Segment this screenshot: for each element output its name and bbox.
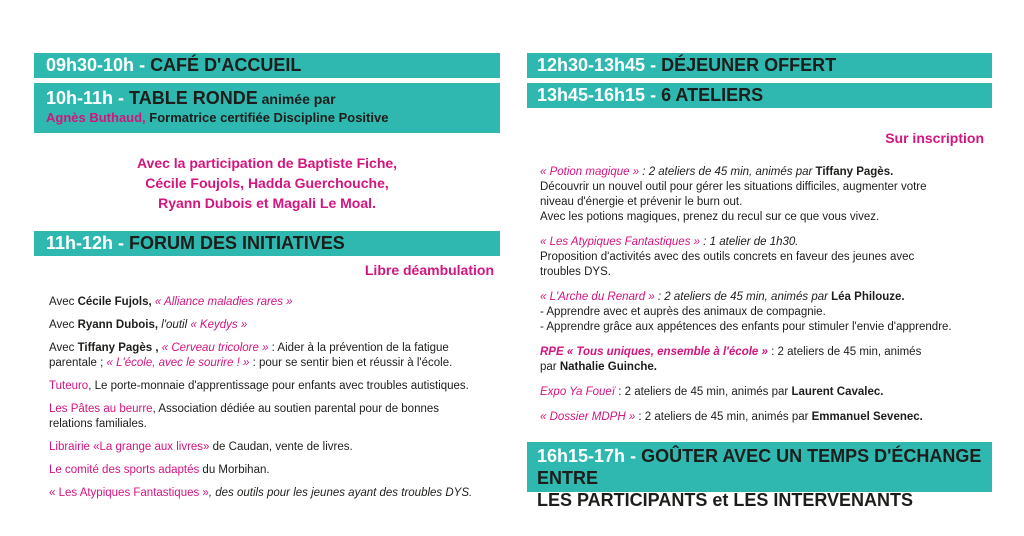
forum-bar: 11h-12h - FORUM DES INITIATIVES	[34, 231, 500, 256]
forum-title: FORUM DES INITIATIVES	[129, 233, 345, 253]
dejeuner-title: DÉJEUNER OFFERT	[661, 55, 837, 75]
list-item: Librairie «La grange aux livres» de Caudan, vente de livres.	[49, 441, 353, 453]
ateliers-list	[540, 165, 985, 425]
workshop-item: Expo Ya Foueï : 2 ateliers de 45 min, animés par Laurent Cavalec.	[540, 386, 884, 398]
dejeuner-time: 12h30-13h45	[537, 55, 646, 75]
forum-list	[49, 295, 499, 501]
gouter-title-1: GOÛTER AVEC UN TEMPS D'ÉCHANGE ENTRE	[537, 446, 982, 488]
workshop-item: « L'Arche du Renard » : 2 ateliers de 45 min, animés par Léa Philouze. - Apprendre avec et auprès des animaux de compagnie. - Apprendre grâce aux appétences des enfants pour stimuler l'envie d'apprendre.	[540, 291, 952, 333]
gouter-time: 16h15-17h	[537, 446, 626, 466]
table-ronde-role: Formatrice certifiée Discipline Positive	[145, 110, 389, 125]
list-item: Les Pâtes au beurre, Association dédiée au soutien parental pour de bonnes relations familiales.	[49, 403, 440, 430]
table-ronde-time: 10h-11h	[46, 88, 114, 108]
gouter-bar: 16h15-17h - GOÛTER AVEC UN TEMPS D'ÉCHANGE ENTRE LES PARTICIPANTS et LES INTERVENANTS	[527, 442, 992, 492]
cafe-bar: 09h30-10h - CAFÉ D'ACCUEIL	[34, 53, 500, 78]
workshop-item: RPE « Tous uniques, ensemble à l'école » : 2 ateliers de 45 min, animés par Nathalie Guinche.	[540, 346, 922, 373]
ateliers-time: 13h45-16h15	[537, 85, 646, 105]
workshop-item: « Potion magique » : 2 ateliers de 45 min, animés par Tiffany Pagès. Découvrir un nouvel outil pour gérer les situations difficiles, augmenter votre niveau d'énergie et prévenir le burn out. Avec les potions magiques, prenez du recul sur ce que vous vivez.	[540, 166, 927, 223]
list-item: Le comité des sports adaptés du Morbihan.	[49, 464, 270, 476]
ateliers-title: 6 ATELIERS	[661, 85, 764, 105]
list-item: Tuteuro, Le porte-monnaie d'apprentissage pour enfants avec troubles autistiques.	[49, 380, 469, 392]
list-item: Avec Tiffany Pagès , « Cerveau tricolore » : Aider à la prévention de la fatigue parentale ; « L'école, avec le sourire ! » : pour se sentir bien et réussir à l'école.	[49, 342, 453, 369]
list-item: « Les Atypiques Fantastiques », des outils pour les jeunes ayant des troubles DYS.	[49, 487, 473, 499]
cafe-time: 09h30-10h	[46, 55, 135, 75]
ateliers-note: Sur inscription	[885, 130, 984, 146]
table-ronde-title: TABLE RONDE	[129, 88, 258, 108]
list-item: Avec Cécile Fujols, « Alliance maladies rares »	[49, 296, 293, 308]
workshop-item: « Les Atypiques Fantastiques » : 1 atelier de 1h30. Proposition d'activités avec des outils concrets en faveur des jeunes avec troubles DYS.	[540, 236, 915, 278]
table-ronde-animator: Agnès Buthaud,	[46, 110, 146, 125]
forum-time: 11h-12h	[46, 233, 114, 253]
list-item: Avec Ryann Dubois, l'outil « Keydys »	[49, 319, 248, 331]
ateliers-bar: 13h45-16h15 - 6 ATELIERS	[527, 83, 992, 108]
table-ronde-bar: 10h-11h - TABLE RONDE animée par Agnès Buthaud, Formatrice certifiée Discipline Positive	[34, 83, 500, 133]
gouter-title-2: LES PARTICIPANTS et LES INTERVENANTS	[537, 490, 914, 510]
cafe-title: CAFÉ D'ACCUEIL	[150, 55, 302, 75]
workshop-item: « Dossier MDPH » : 2 ateliers de 45 min, animés par Emmanuel Sevenec.	[540, 411, 923, 423]
forum-note: Libre déambulation	[364, 262, 494, 278]
participation-text: Avec la participation de Baptiste Fiche, Cécile Foujols, Hadda Guerchouche, Ryann Dubois et Magali Le Moal.	[136, 155, 398, 211]
dejeuner-bar: 12h30-13h45 - DÉJEUNER OFFERT	[527, 53, 992, 78]
